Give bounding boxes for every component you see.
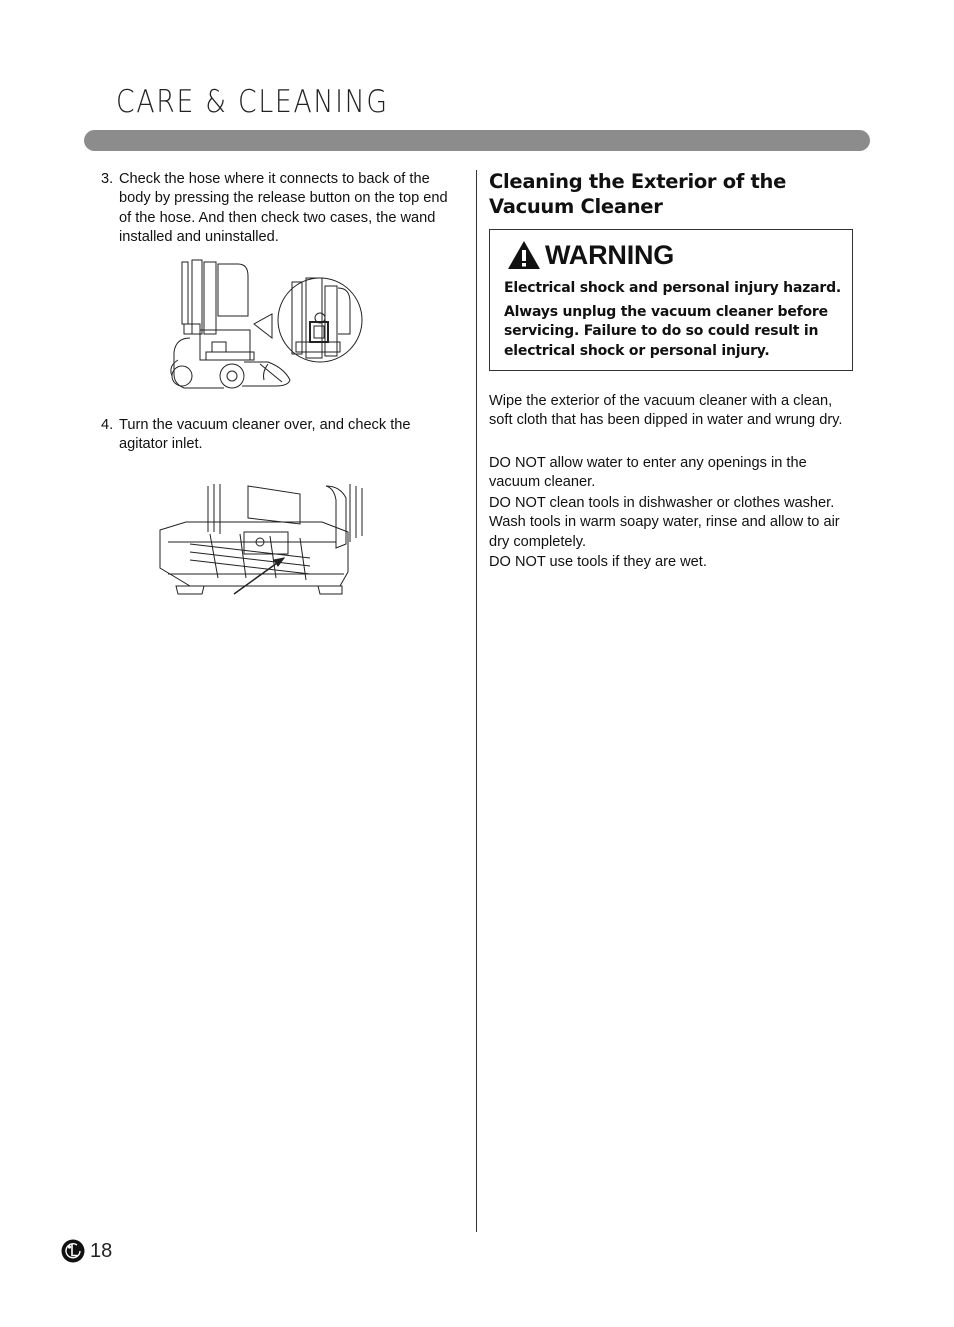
step-3-number: 3. bbox=[101, 171, 114, 187]
step-4-number: 4. bbox=[101, 417, 114, 433]
page-number: 18 bbox=[90, 1239, 113, 1262]
warning-header bbox=[507, 239, 674, 271]
section-title: Cleaning the Exterior of the Vacuum Cleaner bbox=[489, 170, 787, 218]
lg-logo-icon bbox=[61, 1239, 85, 1263]
paragraph-no-water: DO NOT allow water to enter any openings in the vacuum cleaner. bbox=[489, 455, 807, 491]
column-divider bbox=[476, 170, 477, 1232]
warning-triangle-icon bbox=[507, 240, 541, 270]
hose-connection-illustration bbox=[160, 258, 366, 394]
warning-text-unplug: Always unplug the vacuum cleaner before servicing. Failure to do so could result in electrical shock or personal injury. bbox=[504, 304, 828, 359]
warning-label: WARNING bbox=[545, 239, 675, 270]
step-3-text: Check the hose where it connects to back of the body by pressing the release button on the top end of the hose. And then check two cases, the wand installed and uninstalled. bbox=[119, 171, 448, 245]
warning-text-hazard: Electrical shock and personal injury hazard. bbox=[504, 280, 842, 296]
page-footer bbox=[61, 1239, 112, 1263]
paragraph-no-dishwasher: DO NOT clean tools in dishwasher or clothes washer. Wash tools in warm soapy water, rinse and allow to air dry completely. bbox=[489, 495, 840, 550]
warning-box bbox=[489, 229, 853, 371]
step-4 bbox=[101, 416, 461, 455]
paragraph-wipe-exterior: Wipe the exterior of the vacuum cleaner with a clean, soft cloth that has been dipped in water and wrung dry. bbox=[489, 393, 843, 429]
step-3 bbox=[101, 170, 461, 247]
page-header-title: CARE & CLEANING bbox=[116, 84, 389, 120]
agitator-inlet-illustration bbox=[150, 478, 372, 608]
step-4-text: Turn the vacuum cleaner over, and check the agitator inlet. bbox=[119, 417, 411, 453]
header-bar bbox=[84, 130, 870, 151]
paragraph-no-wet-tools: DO NOT use tools if they are wet. bbox=[489, 554, 707, 570]
